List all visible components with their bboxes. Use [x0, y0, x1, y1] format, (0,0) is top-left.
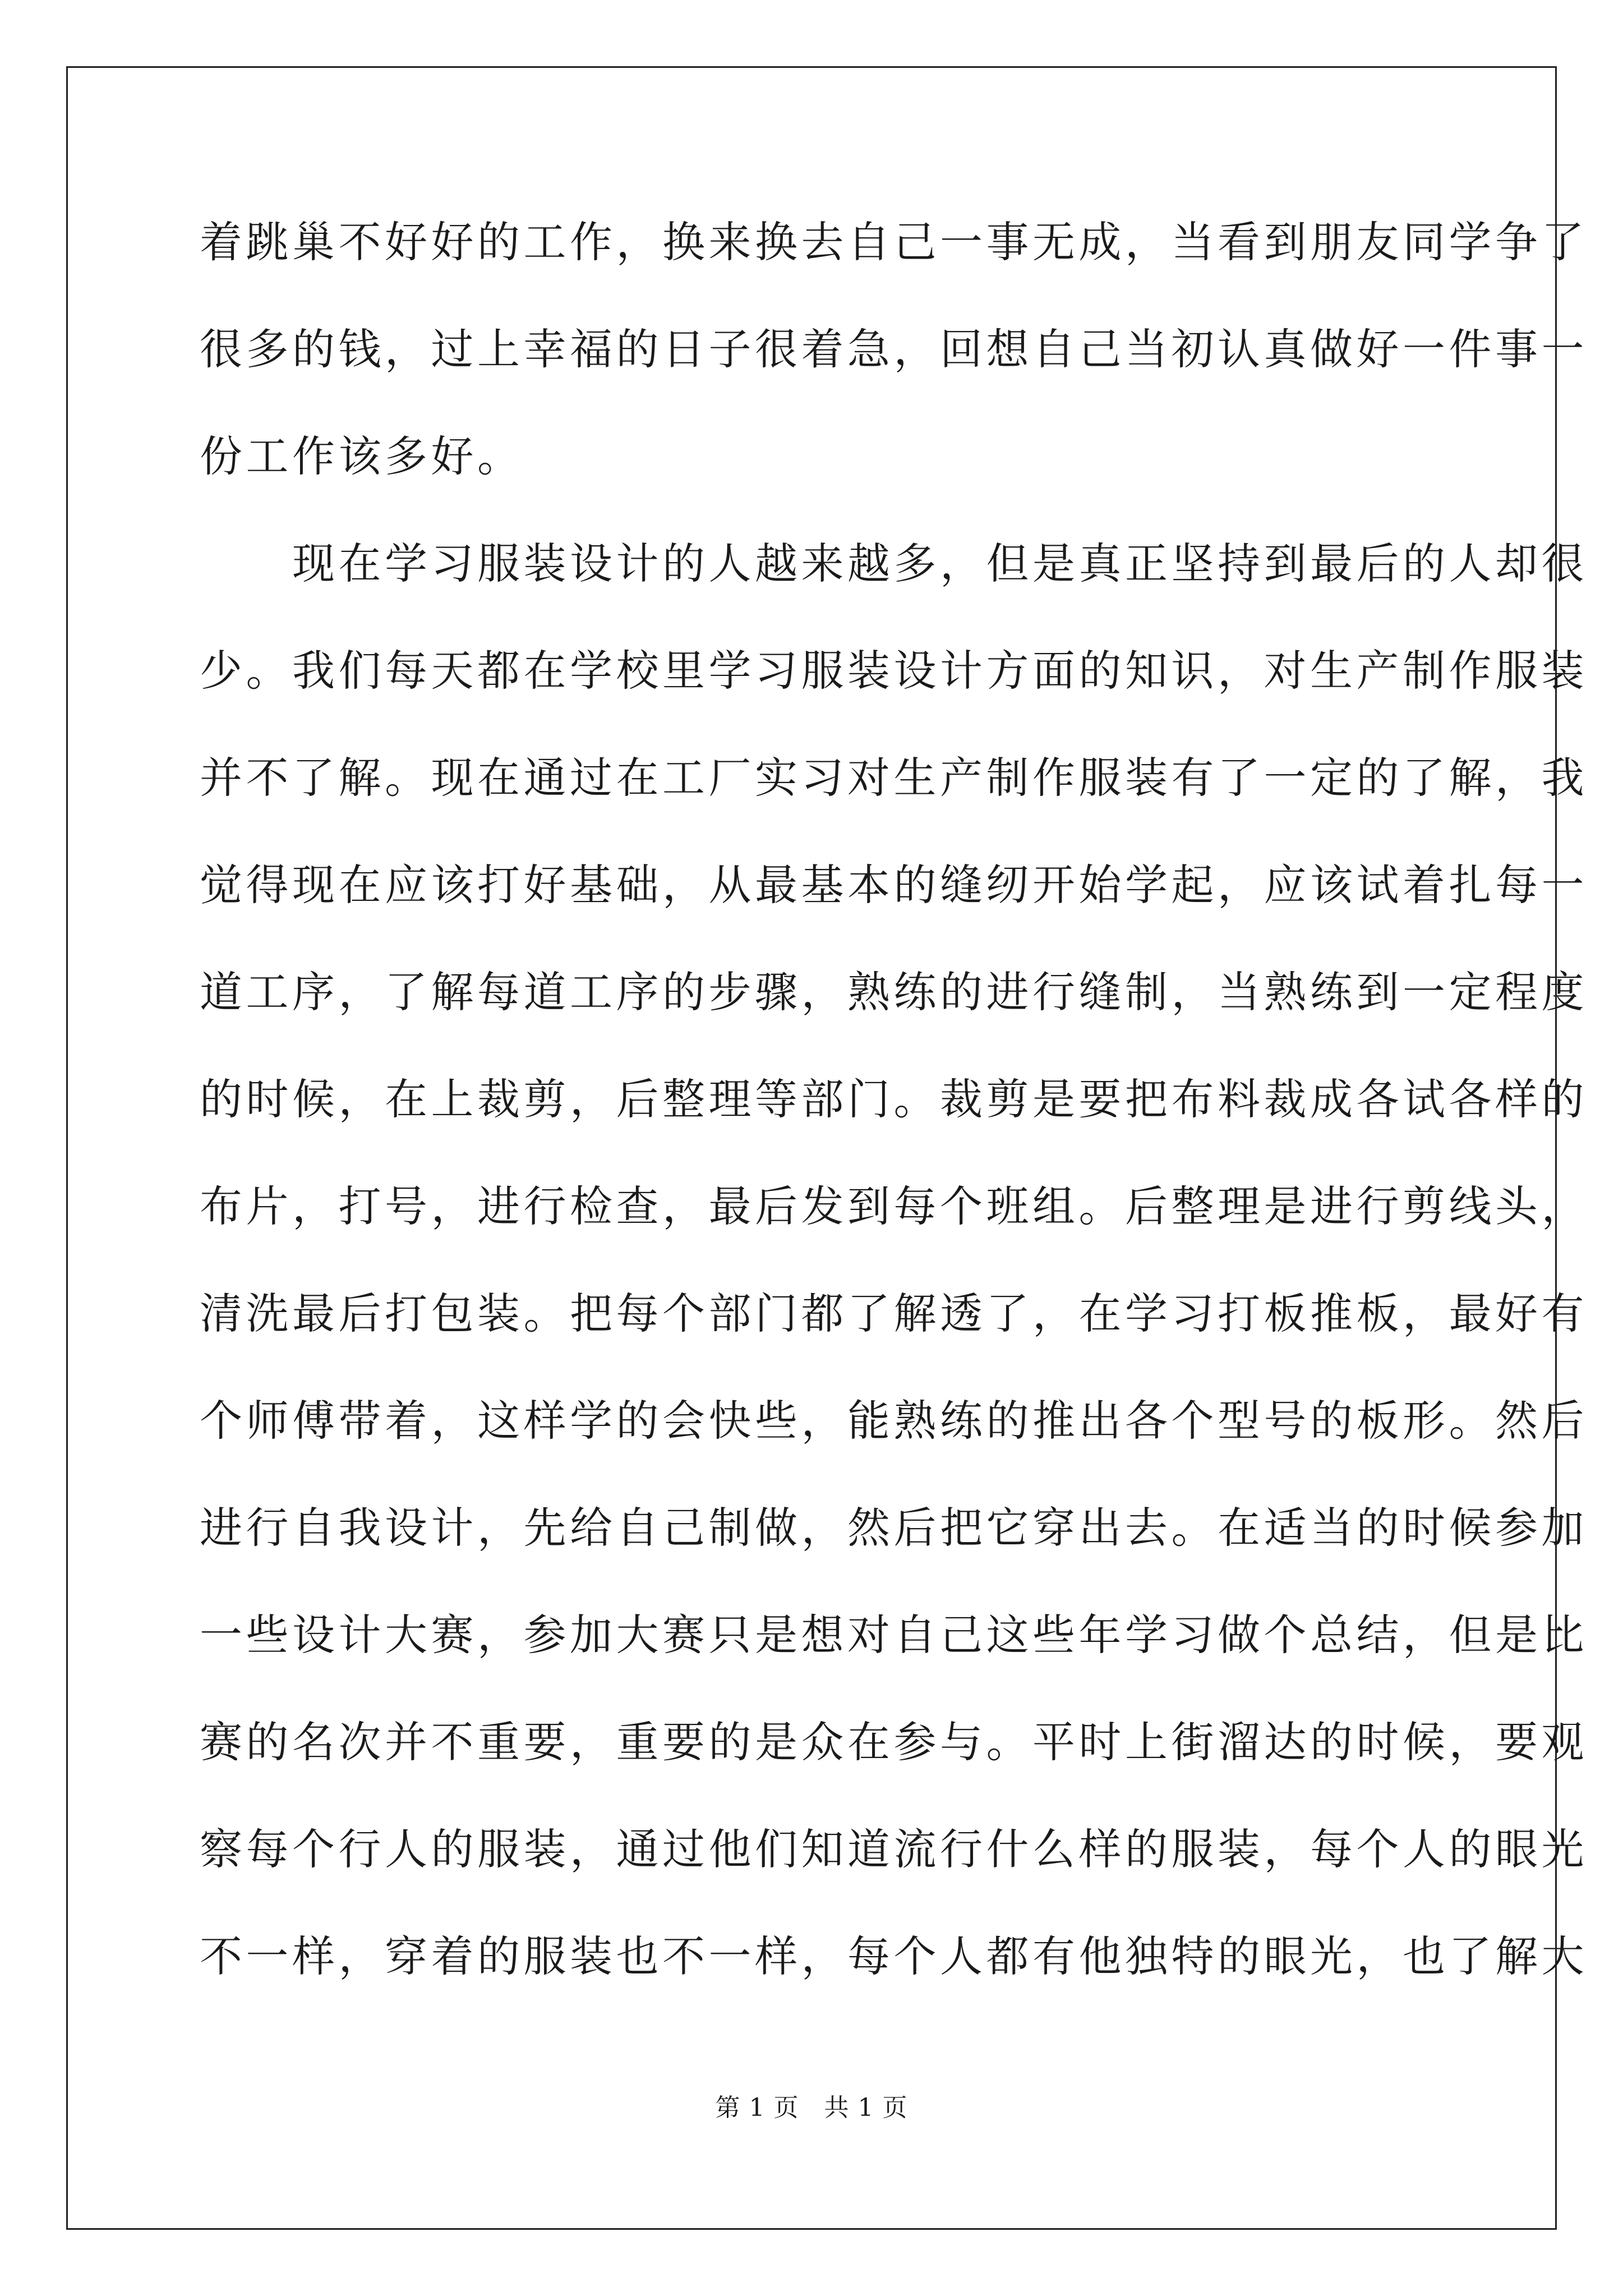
text-line: 道工序，了解每道工序的步骤，熟练的进行缝制，当熟练到一定程度 — [200, 967, 1588, 1017]
text-line: 现在学习服装设计的人越来越多，但是真正坚持到最后的人却很 — [200, 539, 1588, 588]
text-line: 的时候，在上裁剪，后整理等部门。裁剪是要把布料裁成各试各样的 — [200, 1074, 1588, 1124]
text-line: 个师傅带着，这样学的会快些，能熟练的推出各个型号的板形。然后 — [200, 1396, 1588, 1446]
text-line: 着跳巢不好好的工作，换来换去自己一事无成，当看到朋友同学争了 — [200, 217, 1588, 267]
text-line: 觉得现在应该打好基础，从最基本的缝纫开始学起，应该试着扎每一 — [200, 860, 1588, 910]
text-line: 一些设计大赛，参加大赛只是想对自己这些年学习做个总结，但是比 — [200, 1610, 1588, 1660]
text-line: 布片，打号，进行检查，最后发到每个班组。后整理是进行剪线头， — [200, 1181, 1588, 1231]
text-line: 少。我们每天都在学校里学习服装设计方面的知识，对生产制作服装 — [200, 646, 1588, 696]
body-text — [200, 214, 1588, 2036]
text-line: 察每个行人的服装，通过他们知道流行什么样的服装，每个人的眼光 — [200, 1824, 1588, 1874]
page-footer: 第 1 页 共 1 页 — [715, 2093, 908, 2122]
text-line: 进行自我设计，先给自己制做，然后把它穿出去。在适当的时候参加 — [200, 1503, 1588, 1553]
text-line: 清洗最后打包装。把每个部门都了解透了，在学习打板推板，最好有 — [200, 1289, 1588, 1338]
text-line: 赛的名次并不重要，重要的是众在参与。平时上街溜达的时候，要观 — [200, 1717, 1588, 1767]
text-line: 份工作该多好。 — [200, 431, 524, 481]
text-line: 很多的钱，过上幸福的日子很着急，回想自己当初认真做好一件事一 — [200, 324, 1588, 374]
text-line: 不一样，穿着的服装也不一样，每个人都有他独特的眼光，也了解大 — [200, 1931, 1588, 1981]
text-line: 并不了解。现在通过在工厂实习对生产制作服装有了一定的了解，我 — [200, 753, 1588, 803]
